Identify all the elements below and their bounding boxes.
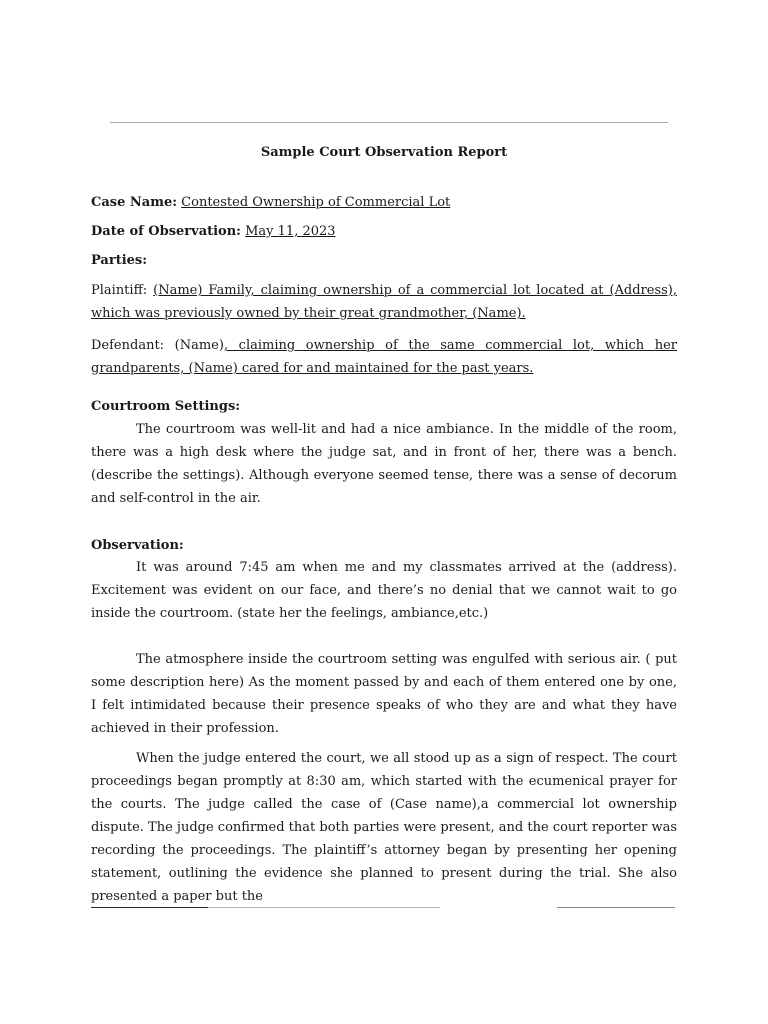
bottom-divider-segment [440, 907, 557, 908]
settings-heading: Courtroom Settings: [91, 399, 241, 414]
observation-paragraph-2: The atmosphere inside the courtroom setting was engulfed with serious air. ( put some description here) As the moment passed by and each of them entered one by one, I felt intimidated because their presence speaks of who they are and what they have achieved in their profession. [91, 652, 677, 736]
defendant-text: , claiming ownership of the same commercial lot, which her grandparents, (Name) cared for and maintained for the past years. [91, 338, 677, 376]
date-value: May 11, 2023 [245, 224, 336, 239]
bottom-divider-segment [91, 907, 208, 908]
plaintiff-label: Plaintiff: [91, 283, 148, 298]
date-line [91, 224, 336, 239]
date-label: Date of Observation: [91, 224, 241, 239]
defendant-paragraph [91, 334, 677, 380]
bottom-divider-segment [208, 907, 440, 908]
plaintiff-paragraph [91, 279, 677, 325]
top-divider [110, 122, 668, 123]
case-name-label: Case Name: [91, 195, 178, 210]
parties-heading: Parties: [91, 253, 148, 268]
observation-paragraph-3: When the judge entered the court, we all stood up as a sign of respect. The court proceedings began promptly at 8:30 am, which started with the ecumenical prayer for the courts. The judge called the case of (Case name),a commercial lot ownership dispute. The judge confirmed that both parties were present, and the court reporter was recording the proceedings. The plaintiff’s attorney began by presenting her opening statement, outlining the evidence she planned to present during the trial. She also presented a paper but the [91, 751, 677, 904]
case-name-line [91, 195, 450, 210]
defendant-label: Defendant: (Name) [91, 338, 224, 353]
plaintiff-text: (Name) Family, claiming ownership of a commercial lot located at (Address), which was previously owned by their great grandmother, (Name). [91, 283, 678, 321]
case-name-value: Contested Ownership of Commercial Lot [181, 195, 451, 210]
settings-paragraph: The courtroom was well-lit and had a nice ambiance. In the middle of the room, there was a high desk where the judge sat, and in front of her, there was a bench. (describe the settings). Although everyone seemed tense, there was a sense of decorum and self-control in the air. [91, 422, 677, 506]
observation-paragraph-1: It was around 7:45 am when me and my classmates arrived at the (address). Excitement was evident on our face, and there’s no denial that we cannot wait to go inside the courtroom. (state her the feelings, ambiance,etc.) [91, 560, 677, 621]
page-title: Sample Court Observation Report [260, 145, 508, 160]
bottom-divider-segment [557, 907, 675, 908]
observation-heading: Observation: [91, 538, 184, 553]
